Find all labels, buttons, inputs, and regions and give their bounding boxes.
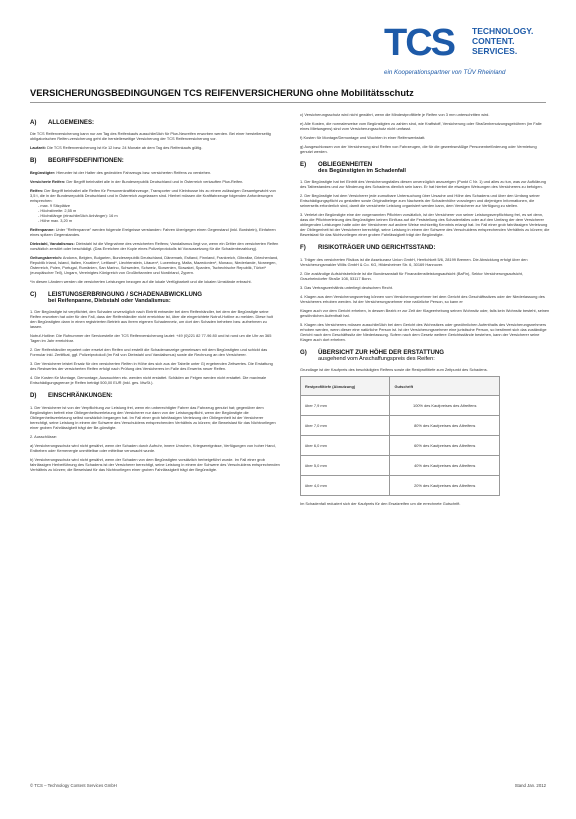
paragraph: 3. Verletzt der Begünstigte eine der vorgenannten Pflichten vorsätzlich, ist der Versicherer von seiner Leistungsverpflichtung frei, es sei denn, dass die Pflichtverletzung des Begünstigten keinen Einfluss auf die Feststellung des Schadenfalles oder auf den Umfang der dem Versicherer obliegenden Leistungen hatte oder der Versicherer auf andere Weise rechtzeitig Kenntnis erlangt hat. Im Fall einer grob fahrlässigen Verletzung der Obliegenheit ist der Versicherer berechtigt, seine Leistung in einem der Schwere des Verschuldens entsprechenden Verhältnis zu kürzen; die Beweislast für das Nichtvorliegen einer groben Fahrlässigkeit trägt der Begünstigte. (300, 212, 550, 238)
paragraph: a) Versicherungsschutz wird nicht gewährt, wenn der Schaden durch Aufruhr, innere Unruhen, Kriegsereignisse, Verfügungen von hoher Hand, Erdbeben oder Kernenergie unmittelbar oder mittelbar verursacht wurde. (30, 442, 276, 453)
section-b-heading: B) BEGRIFFSDEFINITIONEN: (30, 157, 124, 165)
table-row (301, 436, 500, 456)
table-header-row (301, 377, 500, 396)
section-g-heading: G) ÜBERSICHT ZUR HÖHE DER ERSTATTUNG (300, 348, 445, 356)
list-item: - max. 9 Sitzplätze (38, 202, 71, 208)
paragraph: g) Ausgeschlossen von der Versicherung sind Reifen von Fahrzeugen, die für die gewerbsmäßige Personenbeförderung oder Vermietung genutzt werden. (300, 144, 537, 154)
paragraph: 2. Der Begünstigte hat dem Versicherer jede zumutbare Untersuchung über Ursache und Höhe des Schadens und über den Umfang seiner Entschädigungspflicht zu gestatten sowie Originalbelege zum Nachweis der Schadenhöhe vorzulegen und diejenigen Informationen, die seinerseits erforderlich sind, damit die versicherte Leistung organisiert werden kann, dem Versicherer zur Verfügung zu stellen. (300, 193, 540, 209)
table-cell: 40% des Kaufpreises des Altreifens (390, 456, 500, 476)
list-item: - Höchstlänge (einschließlich Anhänger): 16 m (38, 212, 118, 218)
paragraph: Laufzeit: Die TCS Reifenversicherung ist für 12 bzw. 24 Monate ab dem Tag des Reifenkaufs gültig. (30, 145, 203, 151)
section-e-heading: E) OBLIEGENHEITEN (300, 161, 373, 168)
paragraph: 2. Die zuständige Aufsichtsbehörde ist die Bundesanstalt für Finanzdienstleistungsaufsicht (BaFin), Sektor Versicherungsaufsicht, Graurheindorfer Straße 108, 53117 Bonn. (300, 270, 523, 281)
logo-line-2: CONTENT. (472, 36, 515, 46)
paragraph: 3. Das Vertragsverhältnis unterliegt deutschem Recht. (300, 284, 393, 290)
paragraph: 5. Klagen des Versicherers müssen ausschließlich bei dem Gericht des Wohnsitzes oder gewöhnlichen Aufenthalts des Versicherungsnehmers erhoben werden, wenn dieser eine natürliche Person ist. Ist der Versicherungsnehmer eine juristische Person, so bestimmt sich das zuständige Gericht nach dem Geschäftssitz der Niederlassung. Sofern nach dem Gesetz weitere Gerichtsstände bestehen, kann der Versicherer seine Klagen auch dort erheben. (300, 321, 547, 342)
title-divider (30, 102, 546, 103)
logo-line-1: TECHNOLOGY. (472, 26, 534, 36)
paragraph: Reifenpanne: Unter "Reifenpanne" werden folgende Ereignisse verstanden: Fahren über/gegen einen Gegenstand (inkl. Bordstein), Einfahren eines spitzen Gegenstandes. (30, 226, 276, 237)
table-cell: 100% des Kaufpreises des Altreifens (390, 396, 500, 416)
paragraph: 1. Der Begünstigte hat bei Eintritt des Versicherungsfalles diesen unverzüglich anzuzeigen (Punkt C Nr. 1) und alles zu tun, was zur Aufklärung des Tatbestandes und zur Minderung des Schadens dienlich sein kann. Er hat hierbei die etwaigen Weisungen des Versicherers zu befolgen. (300, 179, 546, 190)
list-item: - Höchstbreite: 2,55 m (38, 207, 77, 213)
paragraph: Notruf-Hotline: Die Rufnummer der Servicestelle der TCS Reifenversicherung lautet: +49 (0)221 82 77-96 80 und ist rund um die Uhr an 365 Tagen im Jahr erreichbar. (30, 333, 272, 344)
paragraph: f) Kosten für Montage/Demontage und Wuchten in einer Reifenwerkstatt. (300, 135, 426, 140)
table-cell: über 7,0 mm (301, 416, 390, 436)
list-item: - Höhe max. 3,20 m (38, 217, 73, 223)
table-cell: 80% des Kaufpreises des Altreifens (390, 416, 500, 436)
section-g-subheading: ausgehend vom Anschaffungspreis des Reifen: (318, 356, 435, 363)
table-cell: über 6,0 mm (301, 436, 390, 456)
paragraph: Versicherte Reifen: Der Begriff beinhaltet alle in der Bundesrepublik Deutschland und in Österreich verkauften Pkw-Reifen. (30, 178, 244, 184)
footer-date: Stand Jan. 2012 (514, 783, 546, 788)
table-cell: 20% des Kaufpreises des Altreifens (390, 476, 500, 496)
table-cell: über 4,0 mm (301, 476, 390, 496)
paragraph: Klagen auch vor dem Gericht erheben, in dessen Bezirk er zur Zeit der Klageerhebung seinen Wohnsitz oder, falls kein Wohnsitz besteht, seinen gewöhnlichen Aufenthalt hat. (300, 307, 550, 318)
paragraph: Die TCS Reifenversicherung kann nur am Tag des Reifenkaufs ausschließlich für Pkw-Neureifen erworben werden. Bei einer herstellerseitig obligatorischen Reifen-versicherung geht die herstellerseitige Versicherung der TCS Reifenversicherung vor. (30, 131, 271, 142)
paragraph: Im Schadenfall reduziert sich der Kaufpreis für den Ersatzreifen um die errechnete Gutschrift. (300, 501, 461, 507)
section-c-subheading: bei Reifenpanne, Diebstahl oder Vandalismus: (48, 298, 171, 305)
footer-copyright: © TCS – Technology Content Services GmbH (30, 783, 117, 788)
table-row (301, 396, 500, 416)
table-row (301, 476, 500, 496)
paragraph: Grundlage ist der Kaufpreis des beschädigten Reifens sowie die Restprofiltiefe zum Zeitpunkt des Schadens. (300, 367, 488, 373)
paragraph: 1. Träger des versicherten Risikos ist die Assekuranz Union GmbH, Herrlichkeit 5/6, 28199 Bremen. Die Abwicklung erfolgt über den Versicherungsmakler Willis GmbH & Co. KG, Hildesheimer Str. 6, 30169 Hannover. (300, 256, 528, 267)
table-cell: über 5,0 mm (301, 456, 390, 476)
paragraph: 1. Der Versicherer ist von der Verpflichtung zur Leistung frei, wenn ein unberechtigter Fahrer das Fahrzeug genutzt hat; gegenüber dem Begünstigten befreit eine Obliegenheitsverletzung den Versicherer nur dann von der Leistungspflicht, wenn der Begünstigte die Obliegenheitsverletzung selbst vorsätzlich begangen hat. Im Fall einer grob fahrlässigen Verletzung der Obliegenheit ist der Versicherer berechtigt, seine Leistung in einem der Schwere des Verschuldens entsprechenden Verhältnis zu kürzen; die Beweislast für das Nichtvorliegen einer groben Fahrlässigkeit trägt der Be-günstigte. (30, 404, 276, 430)
table-row (301, 416, 500, 436)
section-a-heading: A) ALLGEMEINES: (30, 119, 95, 126)
logo-line-3: SERVICES. (472, 46, 518, 56)
paragraph: 2. Der Reifenhändler repariert oder ersetzt den Reifen und erstellt die Schadenanzeige gemeinsam mit dem Begünstigten und schickt das Formular inkl. Zertifikat, ggf. Polizeiprotokoll (im Fall von Diebstahl und Vandalismus) sowie die Rechnung an den Versicherer. (30, 347, 268, 358)
paragraph: *In diesen Ländern werden die versicherten Leistungen bezogen auf die lokale Verfügbarkeit und die lokalen Umstände erbracht. (30, 278, 252, 284)
paragraph: e) Alle Kosten, die normalerweise vom Begünstigten zu zahlen sind, wie Kraftstoff, Versicherung oder Straßenbenutzungsgebühren (im Falle eines Mietwagens) sind vom Versicherungsschutz nicht umfasst. (300, 121, 542, 131)
logo-subline: ein Kooperationspartner von TÜV Rheinland (384, 69, 506, 76)
section-e-subheading: des Begünstigten im Schadenfall (318, 168, 406, 175)
table-cell: über 7,9 mm (301, 396, 390, 416)
paragraph: Geltungsbereich: Andorra, Belgien, Bulgarien, Bundesrepublik Deutschland, Dänemark, Estland, Finnland, Frankreich, Gibraltar, Griechenland, Republik Irland, Island, Italien, Kroatien*, Lettland*, Liechtenstein, Litauen*, Luxemburg, Malta, Mazedonien*, Monaco, Niederlande, Norwegen, Österreich, Polen, Portugal, Rumänien, San Marino, Schweden, Schweiz, Slowenien, Slowakei, Spanien, Tschechische Republik, Türkei* (europäischer Teil), Ungarn, Vereinigtes Königreich von Großbritannien und Nordirland, Zypern. (30, 254, 279, 275)
reimbursement-table (300, 376, 500, 496)
paragraph: c) Versicherungsschutz wird nicht gewährt, wenn die Mindestprofiltiefe je Reifen von 3 mm unterschritten wird. (300, 112, 490, 117)
footer (30, 783, 546, 788)
table-header-cell: Gutschrift (390, 377, 500, 396)
paragraph: b) Versicherungsschutz wird nicht gewährt, wenn der Schaden von dem Begünstigten vorsätzlich herbeigeführt wurde. Im Fall einer grob fahrlässigen Herbeiführung des Schadens ist der Versicherer berechtigt, seine Leistung in einem der Schwere des Verschuldens entsprechenden Verhältnis zu kürzen; die Beweislast für das Nichtvorliegen einer groben Fahrlässigkeit trägt der Begünstigte. (30, 456, 280, 472)
paragraph: Reifen: Der Begriff beinhaltet alle Reifen für Personenkraftfahrzeuge, Transporter und Kleinbusse bis zu einem zulässigen Gesamtgewicht von 3,5 t, die in der Bundesrepublik Deutschland und in Österreich zugelassen sind. Hierbei müssen die Kraftfahrzeuge folgenden Anforderungen entsprechen: (30, 187, 276, 203)
paragraph: 1. Der Begünstigte ist verpflichtet, den Schaden unverzüglich nach Eintritt entweder bei dem Reifenhändler, bei dem der Begünstigte seine Reifen erworben hat oder für den Fall, dass der Reifenhändler nicht erreichbar ist, über die eingerichtete Notruf-Hotline zu melden. Diese holt den Begünstigten dann in einen registrierten Betrieb aus ihrem eigenen Schadennetz, um dort den Schaden beheben bzw. aufnehmen zu lassen. (30, 309, 273, 330)
table-header-cell: Restprofiltiefe (Abnutzung) (301, 377, 390, 396)
paragraph: 4. Klagen aus dem Versicherungsvertrag können vom Versicherungsnehmer bei dem Gericht des Geschäftssitzes oder der Niederlassung des Versicherers erhoben werden. Ist der Versicherungsnehmer eine natürliche Person, so kann er (300, 293, 545, 304)
right-column (300, 112, 550, 510)
paragraph: 3. Der Versicherer leistet Ersatz für den versicherten Reifen in Höhe des sich aus der Tabelle unter G) ergebenden Zeitwertes. Die Erstattung des Restwertes der versicherten Reifen erfolgt nach Prüfung des Versicherers im Falle des Erwerbs neuer Reifen. (30, 361, 273, 372)
left-column (30, 112, 280, 476)
logo-mark: TCS (384, 22, 454, 64)
table-cell: 60% des Kaufpreises des Altreifens (390, 436, 500, 456)
tcs-logo (384, 22, 559, 80)
paragraph: Begünstigter: Hierunter ist der Halter des gedeckten Fahrzeugs bzw. versicherten Reifens zu verstehen. (30, 169, 212, 175)
section-d-heading: D) EINSCHRÄNKUNGEN: (30, 392, 113, 400)
document-title: VERSICHERUNGSBEDINGUNGEN TCS REIFENVERSICHERUNG ohne Mobilitätsschutz (30, 88, 414, 98)
paragraph: 4. Die Kosten für Montage, Demontage, Auswuchten etc. werden nicht erstattet. Schäden an Felgen werden nicht erstattet. Die maximale Entschädigungsgrenze je Reifen beträgt 500,00 EUR (inkl. ges. MwSt.). (30, 375, 267, 386)
paragraph: Diebstahl, Vandalismus: Diebstahl ist die Wegnahme des versicherten Reifens; Vandalismus liegt vor, wenn ein Dritter den versicherten Reifen vorsätzlich zerstört oder beschädigt. (Das Erreichen der Kopie eines Polizeiprotokolls ist Voraussetzung für die Schadenbezahlung). (30, 240, 279, 251)
paragraph: 2. Ausschlüsse: (30, 433, 58, 439)
section-c-heading: C) LEISTUNGSERBRINGUNG / SCHADENABWICKLUNG (30, 290, 203, 298)
table-row (301, 456, 500, 476)
section-f-heading: F) RISIKOTRÄGER UND GERICHTSSTAND: (300, 244, 436, 252)
logo-tagline (472, 26, 533, 56)
